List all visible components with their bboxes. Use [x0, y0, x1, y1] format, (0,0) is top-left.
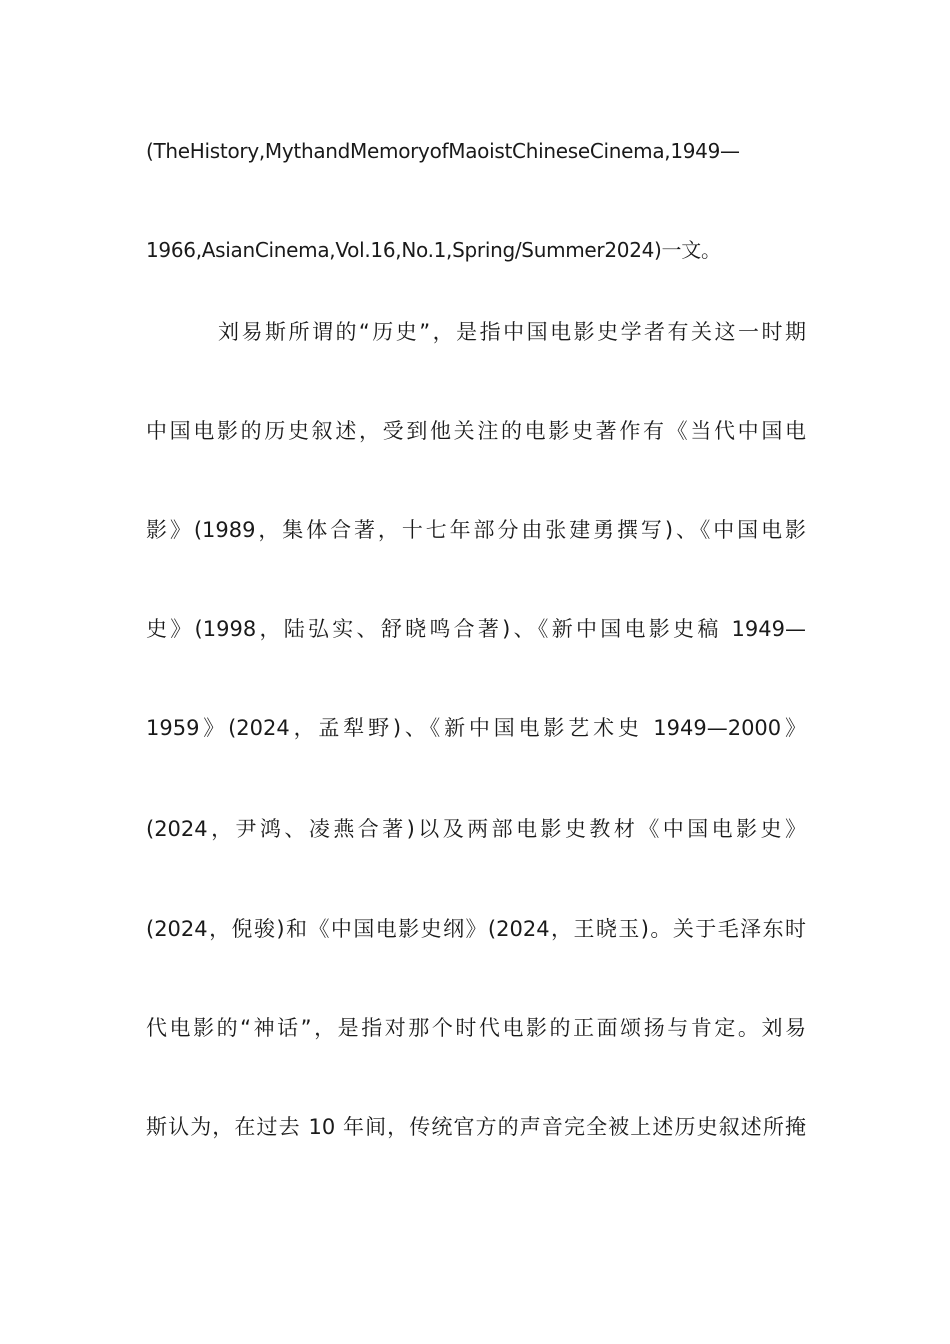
text-line: (2024，倪骏)和《中国电影史纲》(2024，王晓玉)。关于毛泽东时	[146, 917, 806, 941]
text-line: (TheHistory,MythandMemoryofMaoistChineseCinema,1949—	[146, 139, 740, 163]
text-line: 1966,AsianCinema,Vol.16,No.1,Spring/Summer2024)一文。	[146, 238, 721, 262]
paragraph-first-line: 刘易斯所谓的“历史”，是指中国电影史学者有关这一时期	[218, 320, 806, 344]
text-line: 史》(1998，陆弘实、舒晓鸣合著)、《新中国电影史稿 1949—	[146, 617, 806, 641]
text-line: 代电影的“神话”，是指对那个时代电影的正面颂扬与肯定。刘易	[146, 1016, 806, 1040]
text-line: 影》(1989，集体合著，十七年部分由张建勇撰写)、《中国电影	[146, 518, 806, 542]
text-line: 斯认为，在过去 10 年间，传统官方的声音完全被上述历史叙述所掩	[146, 1115, 806, 1139]
text-line: 1959》(2024，孟犁野)、《新中国电影艺术史 1949—2000》	[146, 716, 806, 740]
text-line: (2024，尹鸿、凌燕合著)以及两部电影史教材《中国电影史》	[146, 817, 806, 841]
text-line: 中国电影的历史叙述，受到他关注的电影史著作有《当代中国电	[146, 419, 806, 443]
